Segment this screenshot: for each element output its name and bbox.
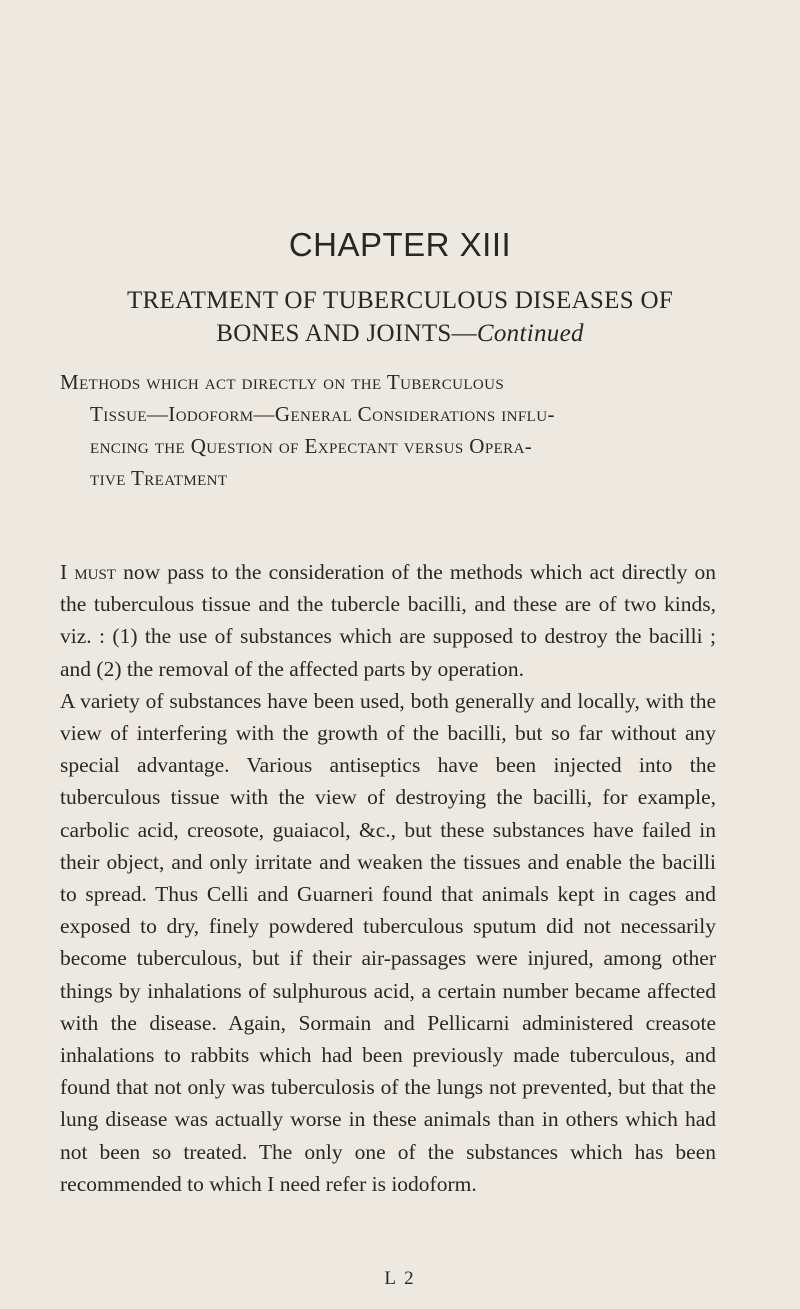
body-text <box>60 556 716 1200</box>
chapter-heading: CHAPTER XIII <box>288 226 512 263</box>
synopsis-line-2: Tissue—Iodoform—General Considerations influ- <box>90 402 555 426</box>
title-line-2 <box>40 317 760 350</box>
chapter-title <box>40 284 760 350</box>
title-line-2-main: BONES AND JOINTS— <box>216 320 477 347</box>
paragraph-2: A variety of substances have been used, both generally and locally, with the view of interfering with the growth of the bacilli, but so far without any special advantage. Various antiseptics have been injected into the tuberculous tissue with the view of destroying the bacilli, for example, carbolic acid, creosote, guaiacol, &c., but these substances have failed in their object, and only irritate and weaken the tissues and enable the bacilli to spread. Thus Celli and Guarneri found that animals kept in cages and exposed to dry, finely powdered tuberculous sputum did not necessarily become tuberculous, but if their air-passages were injured, among other things by inhalations of sulphurous acid, a certain number became affected with the disease. Again, Sormain and Pellicarni administered creasote inhalations to rabbits which had been previously made tuberculous, and found that not only was tuberculosis of the lungs not prevented, but that the lung disease was actually worse in these animals than in others which had not been so treated. The only one of the substances which has been recommended to which I need refer is iodoform. <box>60 688 716 1196</box>
synopsis-line-1: Methods which act directly on the Tuberculous <box>60 370 505 394</box>
synopsis-line-4: tive Treatment <box>90 466 228 490</box>
title-continued: Continued <box>476 320 584 347</box>
synopsis-line-3: encing the Question of Expectant versus Opera- <box>90 434 533 458</box>
signature-mark: L 2 <box>384 1268 416 1289</box>
paragraph-1-text: now pass to the consideration of the methods which act directly on the tuberculous tissue and the tubercle bacilli, and these are of two kinds, viz. : (1) the use of substances which are supposed to destroy the bacilli ; and (2) the removal of the affected parts by operation. <box>60 560 716 681</box>
title-line-1: TREATMENT OF TUBERCULOUS DISEASES OF <box>126 287 674 314</box>
chapter-synopsis <box>60 366 716 494</box>
paragraph-1 <box>60 556 716 685</box>
paragraph-1-lead: I must <box>60 560 116 584</box>
